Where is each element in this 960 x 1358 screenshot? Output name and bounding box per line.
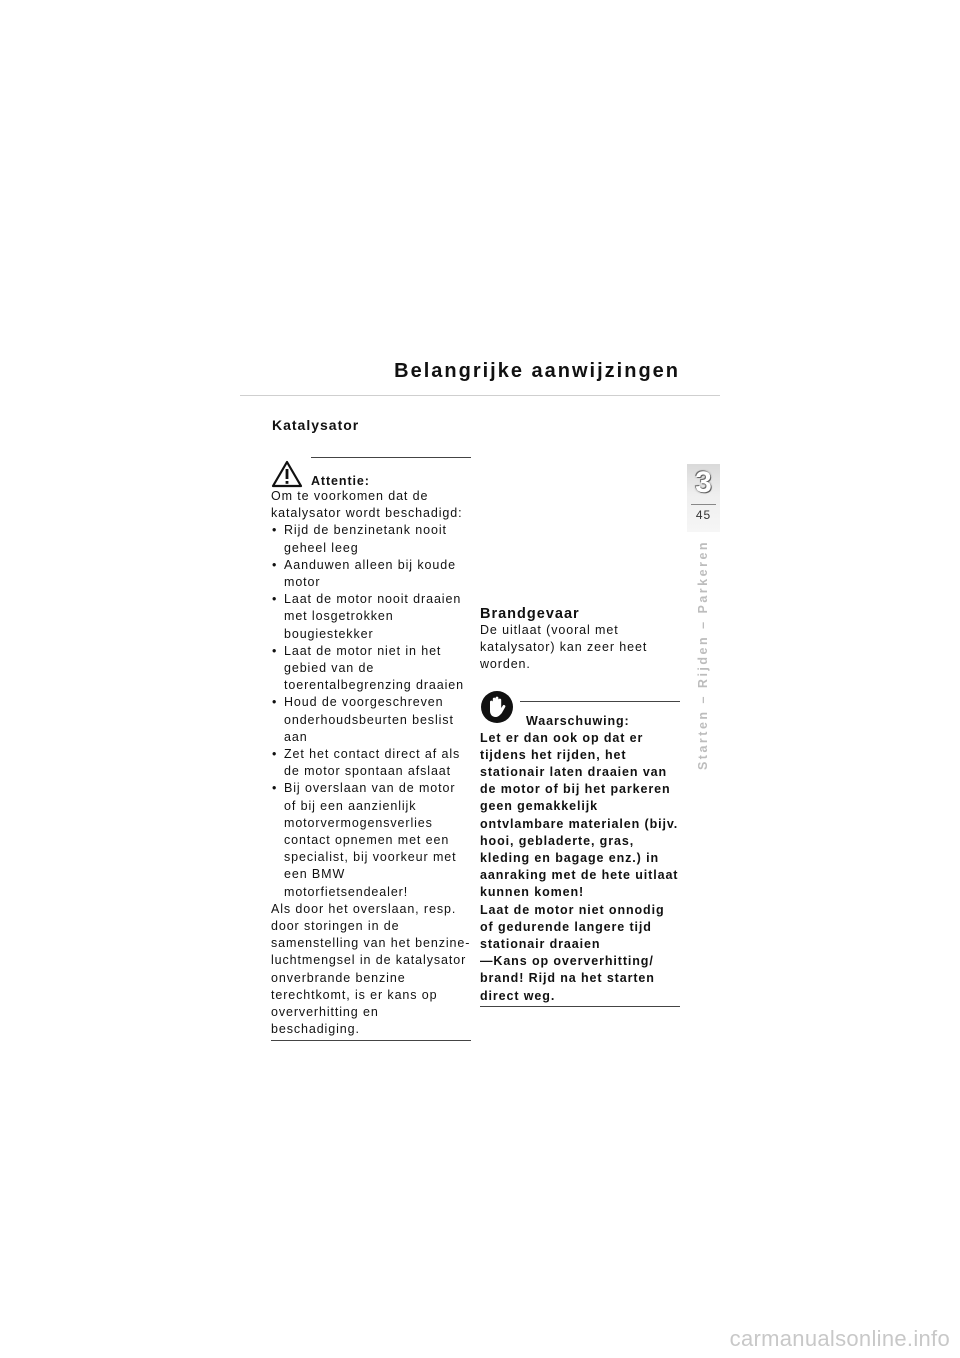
- list-item: • Houd de voorgeschreven onderhoudsbeurten beslist aan: [271, 694, 471, 746]
- attention-label: Attentie:: [311, 474, 370, 488]
- list-item: • Bij overslaan van de motor of bij een aanzienlijk motorvermogensverlies contact opnemen met een specialist, bij voorkeur met een BMW motorfietsendealer!: [271, 780, 471, 900]
- warning-para-2: Laat de motor niet onnodig of gedurende langere tijd stationair draaien: [480, 902, 665, 952]
- warning-body: [480, 730, 680, 1005]
- list-item: • Aanduwen alleen bij koude motor: [271, 557, 471, 591]
- warning-label: Waarschuwing:: [526, 713, 630, 728]
- attention-rule-bottom: [271, 1040, 471, 1041]
- chapter-side-label: Starten – Rijden – Parkeren: [696, 539, 710, 771]
- chapter-divider: [691, 504, 716, 505]
- list-item: • Laat de motor nooit draaien met losgetrokken bougiestekker: [271, 591, 471, 643]
- fire-title: Brandgevaar: [480, 606, 580, 622]
- page-title: Belangrijke aanwijzingen: [394, 360, 680, 382]
- warning-para-3: —Kans op oververhitting/ brand! Rijd na het starten direct weg.: [480, 954, 655, 1003]
- section-title: Katalysator: [272, 417, 360, 433]
- title-divider: [240, 395, 720, 396]
- warning-header: [480, 696, 680, 728]
- watermark: carmanualsonline.info: [729, 1326, 950, 1351]
- list-item: • Laat de motor niet in het gebied van de toerentalbegrenzing draaien: [271, 643, 471, 695]
- warning-rule-bottom: [480, 1006, 680, 1007]
- page-number: 45: [695, 508, 712, 522]
- chapter-number: 3: [695, 466, 712, 499]
- attention-block: [271, 457, 471, 1041]
- list-item: • Rijd de benzinetank nooit geheel leeg: [271, 522, 471, 556]
- attention-list: [271, 522, 471, 900]
- fire-text: De uitlaat (vooral met katalysator) kan zeer heet worden.: [480, 623, 648, 672]
- attention-closing: Als door het overslaan, resp. door storingen in de samenstelling van het benzine-luchtmengsel in de katalysator onverbrande benzine terechtkomt, is er kans op oververhitting en beschadiging.: [271, 901, 471, 1037]
- warning-triangle-icon: [271, 460, 303, 488]
- warning-para-1: Let er dan ook op dat er tijdens het rijden, het stationair laten draaien van de motor of bij het parkeren geen gemakkelijk ontvlambare materialen (bijv. hooi, gebladerte, gras, kleding en bagage enz.) in aanraking met de hete uitlaat kunnen komen!: [480, 730, 679, 900]
- list-item: • Zet het contact direct af als de motor spontaan afslaat: [271, 746, 471, 780]
- stop-hand-icon: [480, 690, 514, 724]
- fire-block: [480, 606, 680, 1007]
- chapter-tab: [687, 464, 720, 532]
- attention-header: [271, 458, 471, 488]
- attention-intro: Om te voorkomen dat de katalysator wordt beschadigd:: [271, 489, 463, 521]
